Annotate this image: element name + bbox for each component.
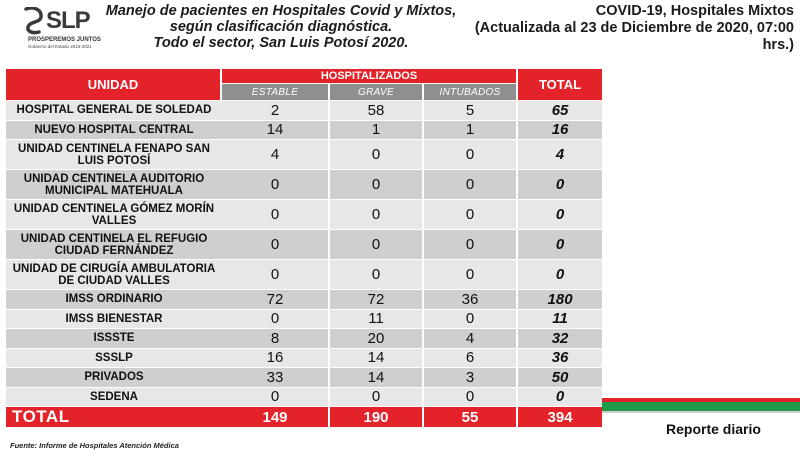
header-total: TOTAL <box>516 69 602 100</box>
row-total: 4 <box>516 140 602 169</box>
table-row <box>6 230 602 259</box>
row-estable: 0 <box>222 230 328 259</box>
row-grave: 0 <box>328 140 422 169</box>
row-grave: 14 <box>328 349 422 368</box>
row-intubados: 1 <box>422 121 516 140</box>
row-grave: 0 <box>328 388 422 407</box>
header-hospitalizados: HOSPITALIZADOS <box>222 69 516 83</box>
table-row <box>6 200 602 229</box>
table-total-row <box>6 407 602 427</box>
table-row <box>6 140 602 169</box>
row-grave: 0 <box>328 200 422 229</box>
row-name: HOSPITAL GENERAL DE SOLEDAD <box>6 101 222 120</box>
row-grave: 58 <box>328 101 422 120</box>
row-grave: 0 <box>328 260 422 289</box>
row-intubados: 3 <box>422 368 516 387</box>
row-total: 11 <box>516 310 602 329</box>
row-name: PRIVADOS <box>6 368 222 387</box>
table-row <box>6 388 602 407</box>
row-intubados: 5 <box>422 101 516 120</box>
row-grave: 20 <box>328 329 422 348</box>
row-name: SSSLP <box>6 349 222 368</box>
logo-mark <box>22 6 90 36</box>
total-intubados: 55 <box>422 407 516 427</box>
row-estable: 72 <box>222 290 328 309</box>
logo-tagline: PROSPEREMOS JUNTOS <box>28 37 101 43</box>
row-name: UNIDAD CENTINELA AUDITORIO MUNICIPAL MATEHUALA <box>6 170 222 199</box>
title-line-2: según clasificación diagnóstica. <box>169 19 393 35</box>
row-estable: 16 <box>222 349 328 368</box>
row-intubados: 0 <box>422 388 516 407</box>
row-intubados: 0 <box>422 230 516 259</box>
row-name: ISSSTE <box>6 329 222 348</box>
table-row <box>6 368 602 387</box>
row-estable: 2 <box>222 101 328 120</box>
row-estable: 4 <box>222 140 328 169</box>
slp-logo <box>22 6 100 50</box>
logo-text: SLP <box>46 7 90 34</box>
report-heading <box>454 3 794 54</box>
table-header-row <box>6 69 602 83</box>
report-heading-title: COVID-19, Hospitales Mixtos <box>595 3 794 19</box>
row-estable: 33 <box>222 368 328 387</box>
total-total: 394 <box>516 407 602 427</box>
row-grave: 0 <box>328 170 422 199</box>
row-estable: 0 <box>222 170 328 199</box>
row-name: IMSS ORDINARIO <box>6 290 222 309</box>
header-unidad: UNIDAD <box>6 69 222 100</box>
logo-subtitle: Gobierno del Estado 2015-2021 <box>28 44 92 49</box>
decorative-stripe-gray <box>602 411 800 413</box>
hospital-table <box>6 68 602 428</box>
row-intubados: 6 <box>422 349 516 368</box>
row-intubados: 4 <box>422 329 516 348</box>
decorative-stripe-green <box>602 402 800 411</box>
title-line-1: Manejo de pacientes en Hospitales Covid y Mixtos, <box>105 3 457 19</box>
table-row <box>6 121 602 140</box>
row-grave: 11 <box>328 310 422 329</box>
table-row <box>6 170 602 199</box>
row-total: 180 <box>516 290 602 309</box>
table-row <box>6 349 602 368</box>
row-total: 0 <box>516 388 602 407</box>
reporte-diario-label: Reporte diario <box>666 421 761 437</box>
row-grave: 0 <box>328 230 422 259</box>
row-name: NUEVO HOSPITAL CENTRAL <box>6 121 222 140</box>
row-intubados: 0 <box>422 260 516 289</box>
row-intubados: 0 <box>422 140 516 169</box>
table-row <box>6 101 602 120</box>
row-name: IMSS BIENESTAR <box>6 310 222 329</box>
header-grave: GRAVE <box>328 84 422 100</box>
table-row <box>6 260 602 289</box>
row-total: 0 <box>516 230 602 259</box>
header-estable: ESTABLE <box>222 84 328 100</box>
row-estable: 8 <box>222 329 328 348</box>
row-total: 32 <box>516 329 602 348</box>
row-total: 0 <box>516 200 602 229</box>
table-row <box>6 329 602 348</box>
row-estable: 14 <box>222 121 328 140</box>
row-name: UNIDAD DE CIRUGÍA AMBULATORIA DE CIUDAD VALLES <box>6 260 222 289</box>
header-intubados: INTUBADOS <box>422 84 516 100</box>
row-name: UNIDAD CENTINELA EL REFUGIO CIUDAD FERNÁNDEZ <box>6 230 222 259</box>
row-estable: 0 <box>222 260 328 289</box>
total-grave: 190 <box>328 407 422 427</box>
row-total: 16 <box>516 121 602 140</box>
row-grave: 1 <box>328 121 422 140</box>
total-label: TOTAL <box>6 407 222 427</box>
page-title <box>104 3 458 51</box>
row-intubados: 0 <box>422 200 516 229</box>
row-grave: 14 <box>328 368 422 387</box>
row-name: SEDENA <box>6 388 222 407</box>
row-estable: 0 <box>222 200 328 229</box>
row-intubados: 36 <box>422 290 516 309</box>
row-name: UNIDAD CENTINELA GÓMEZ MORÍN VALLES <box>6 200 222 229</box>
row-total: 65 <box>516 101 602 120</box>
row-total: 50 <box>516 368 602 387</box>
table-row <box>6 310 602 329</box>
source-footnote: Fuente: Informe de Hospitales Atención Médica <box>10 441 179 450</box>
row-intubados: 0 <box>422 310 516 329</box>
row-grave: 72 <box>328 290 422 309</box>
row-estable: 0 <box>222 310 328 329</box>
row-name: UNIDAD CENTINELA FENAPO SAN LUIS POTOSÍ <box>6 140 222 169</box>
title-line-3: Todo el sector, San Luis Potosí 2020. <box>153 35 409 51</box>
row-estable: 0 <box>222 388 328 407</box>
logo-emblem-icon <box>22 7 44 35</box>
row-total: 0 <box>516 170 602 199</box>
report-heading-date: (Actualizada al 23 de Diciembre de 2020, 07:00 hrs.) <box>474 20 794 53</box>
total-estable: 149 <box>222 407 328 427</box>
table-row <box>6 290 602 309</box>
row-total: 36 <box>516 349 602 368</box>
row-total: 0 <box>516 260 602 289</box>
row-intubados: 0 <box>422 170 516 199</box>
